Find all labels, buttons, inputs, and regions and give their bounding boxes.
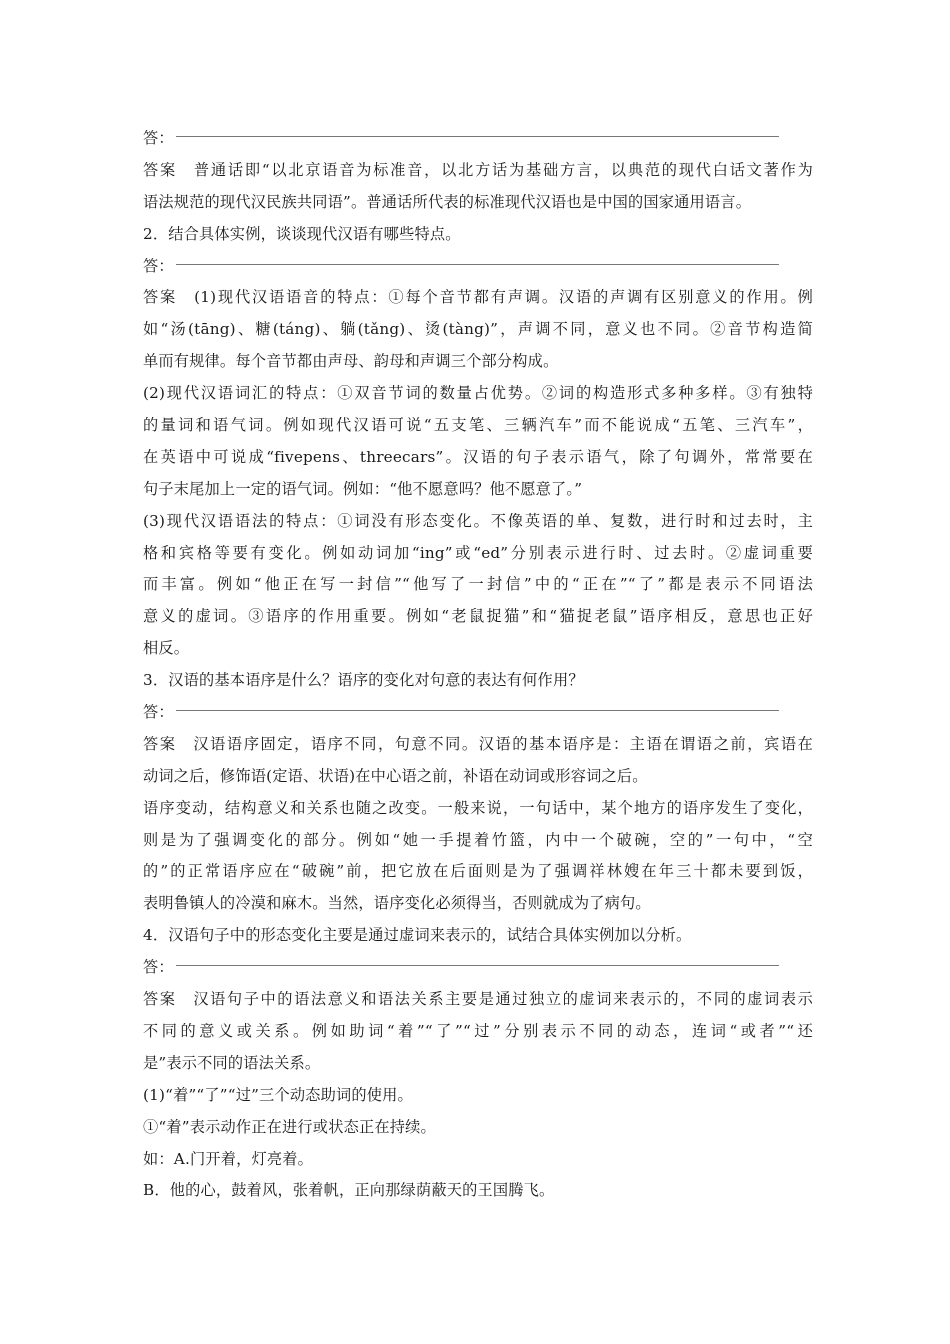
q3-answer-line: 的”的正常语序应在“破碗”前，把它放在后面则是为了强调祥林嫂在年三十都未要到饭， [143, 862, 813, 881]
answer-blank-line [176, 710, 779, 711]
q2-question: 2．结合具体实例，谈谈现代汉语有哪些特点。 [143, 224, 461, 243]
q4-answer-line: 如：A.门开着，灯亮着。 [143, 1149, 314, 1168]
answer-prompt-label: 答： [143, 703, 174, 722]
q2-answer-line: 格和宾格等要有变化。例如动词加“ing”或“ed”分别表示进行时、过去时。②虚词重要 [143, 543, 813, 562]
q1-answer-line: 语法规范的现代汉民族共同语”。普通话所代表的标准现代汉语也是中国的国家通用语言。 [143, 192, 752, 211]
q3-answer-prompt [143, 697, 813, 729]
q2-answer-prompt [143, 251, 813, 283]
q3-answer-line: 动词之后，修饰语(定语、状语)在中心语之前，补语在动词或形容词之后。 [143, 766, 648, 785]
q2-answer-line: (3)现代汉语语法的特点：①词没有形态变化。不像英语的单、复数，进行时和过去时，主 [143, 511, 813, 530]
answer-blank-line [176, 965, 779, 966]
answer-prompt-label: 答： [143, 256, 174, 275]
q3-answer-line: 则是为了强调变化的部分。例如“她一手提着竹篮，内中一个破碗，空的”一句中，“空 [143, 830, 813, 849]
q4-answer-line: ①“着”表示动作正在进行或状态正在持续。 [143, 1117, 436, 1136]
q4-question: 4．汉语句子中的形态变化主要是通过虚词来表示的，试结合具体实例加以分析。 [143, 926, 692, 945]
q3-answer-line: 表明鲁镇人的冷漠和麻木。当然，语序变化必须得当，否则就成为了病句。 [143, 894, 651, 913]
q1-answer-line: 答案 普通话即“以北京语音为标准音，以北方话为基础方言，以典范的现代白话文著作为 [143, 160, 813, 179]
q4-answer-line: (1)“着”“了”“过”三个动态助词的使用。 [143, 1085, 413, 1104]
q4-answer-line: 不同的意义或关系。例如助词“着”“了”“过”分别表示不同的动态，连词“或者”“还 [143, 1021, 813, 1040]
q2-answer-line: 而丰富。例如“他正在写一封信”“他写了一封信”中的“正在”“了”都是表示不同语法 [143, 575, 813, 594]
q2-answer-line: 答案 (1)现代汉语语音的特点：①每个音节都有声调。汉语的声调有区别意义的作用。例 [143, 288, 813, 307]
document-page [143, 123, 813, 1207]
q2-answer-line: 单而有规律。每个音节都由声母、韵母和声调三个部分构成。 [143, 352, 559, 371]
q2-answer-line: 的量词和语气词。例如现代汉语可说“五支笔、三辆汽车”而不能说成“五笔、三汽车”， [143, 416, 813, 435]
answer-blank-line [176, 264, 779, 265]
q2-answer-line: (2)现代汉语词汇的特点：①双音节词的数量占优势。②词的构造形式多种多样。③有独特 [143, 384, 813, 403]
q2-answer-line: 相反。 [143, 639, 190, 658]
answer-prompt-label: 答： [143, 129, 174, 147]
q4-answer-line: B．他的心，鼓着风，张着帆，正向那绿荫蔽天的王国腾飞。 [143, 1181, 555, 1200]
q3-answer-line: 答案 汉语语序固定，语序不同，句意不同。汉语的基本语序是：主语在谓语之前，宾语在 [143, 734, 813, 753]
q2-answer-line: 在英语中可说成“fivepens、threecars”。汉语的句子表示语气，除了句调外，常常要在 [143, 447, 813, 466]
q1-answer-prompt [143, 123, 813, 155]
answer-blank-line [176, 136, 779, 137]
q4-answer-line: 是”表示不同的语法关系。 [143, 1053, 321, 1072]
q2-answer-line: 意义的虚词。③语序的作用重要。例如“老鼠捉猫”和“猫捉老鼠”语序相反，意思也正好 [143, 607, 813, 626]
q4-answer-prompt [143, 952, 813, 984]
q3-question: 3．汉语的基本语序是什么？语序的变化对句意的表达有何作用？ [143, 671, 584, 690]
answer-prompt-label: 答： [143, 958, 174, 977]
q3-answer-line: 语序变动，结构意义和关系也随之改变。一般来说，一句话中，某个地方的语序发生了变化， [143, 798, 813, 817]
q4-answer-line: 答案 汉语句子中的语法意义和语法关系主要是通过独立的虚词来表示的，不同的虚词表示 [143, 990, 813, 1009]
q2-answer-line: 句子末尾加上一定的语气词。例如：“他不愿意吗？他不愿意了。” [143, 479, 583, 498]
q2-answer-line: 如“汤(tāng)、糖(táng)、躺(tǎng)、烫(tàng)”，声调不同，意义也不同。②音节构造简 [143, 320, 813, 339]
